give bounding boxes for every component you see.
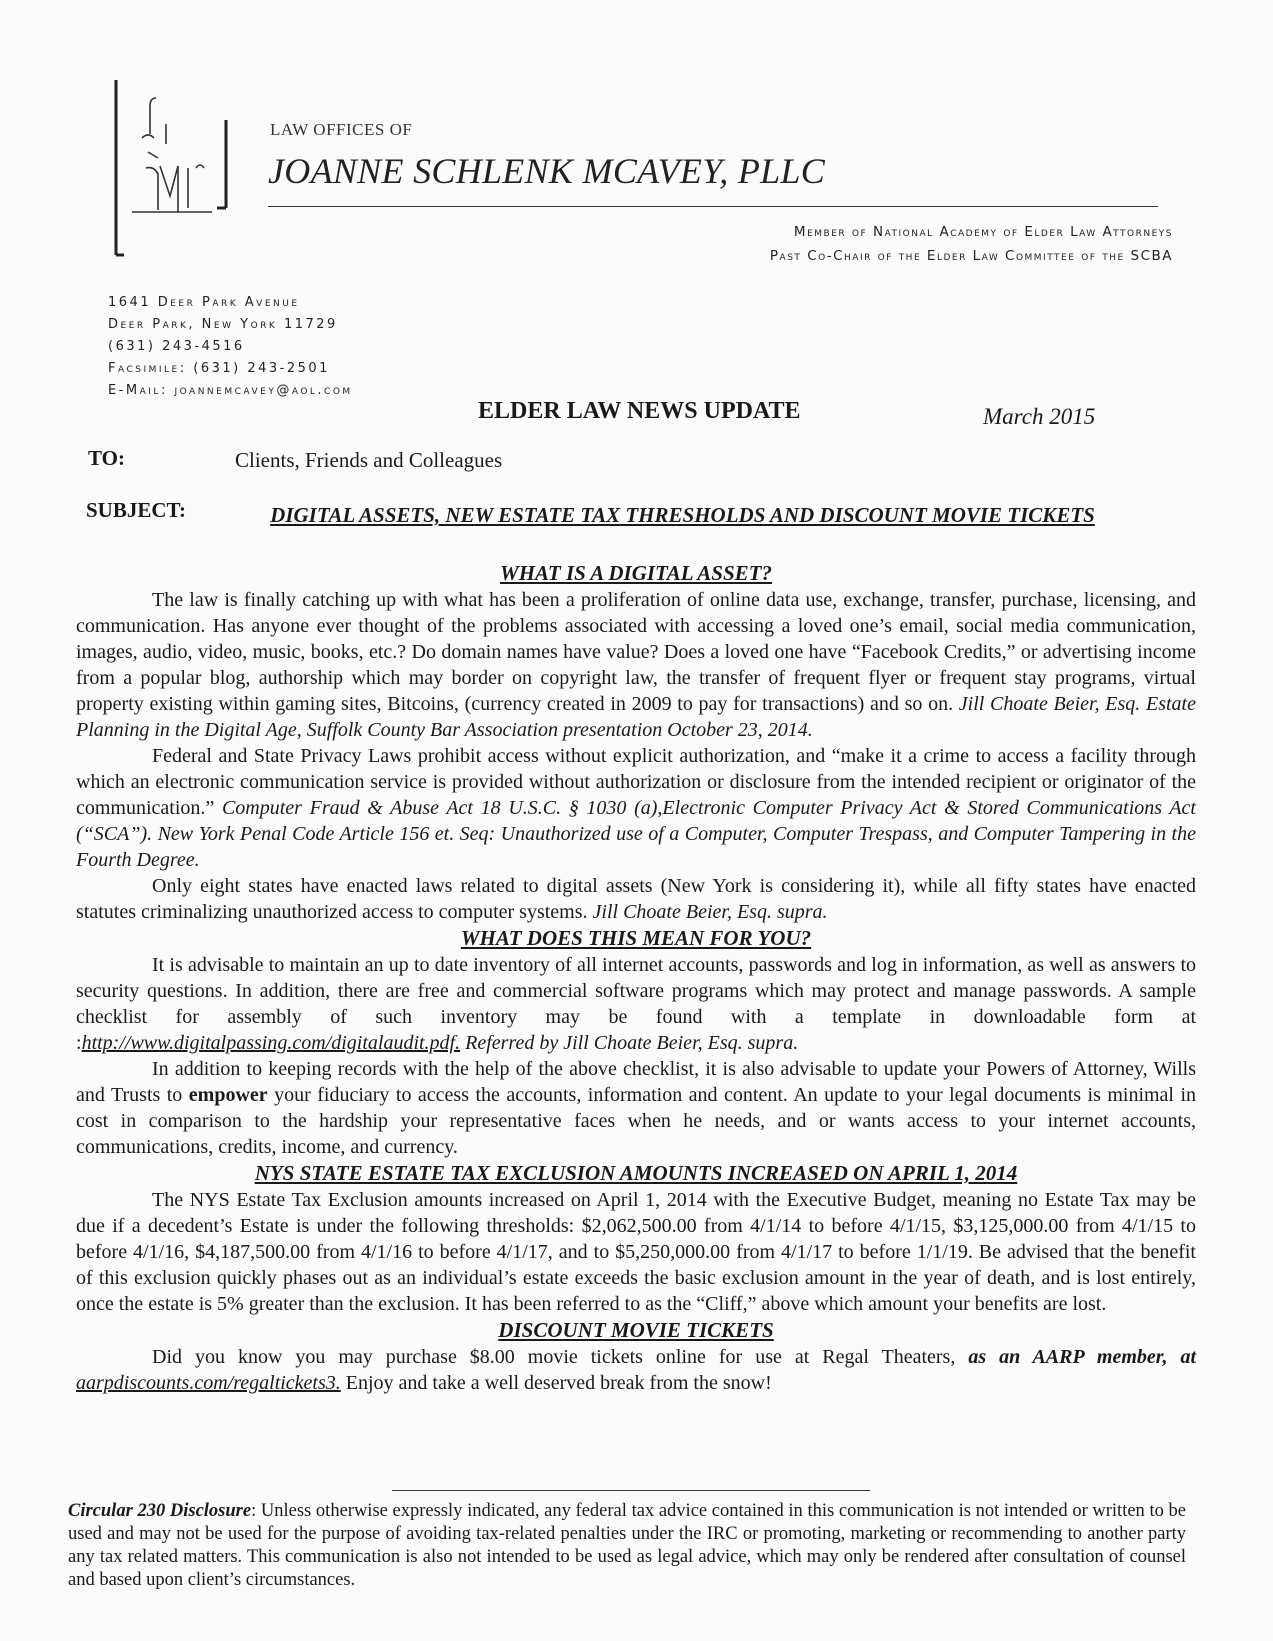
citation: Referred by Jill Choate Beier, Esq. supra.	[465, 1032, 799, 1054]
address-street: 1641 Deer Park Avenue	[108, 295, 300, 310]
newsletter-body	[76, 560, 1196, 1396]
fax-number: Facsimile: (631) 243-2501	[108, 361, 330, 376]
disclosure-text: : Unless otherwise expressly indicated, any federal tax advice contained in this communication is not intended or written to be used and may not be used for the purpose of avoiding tax-related penalties under the IRC or promoting, marketing or recommending to another party any tax related matters. This communication is also not intended to be used as legal advice, which may only be rendered after consultation of counsel and based upon client’s circumstances.	[68, 1501, 1186, 1590]
to-label: TO:	[88, 446, 125, 470]
paragraph-state-laws: Only eight states have enacted laws related to digital assets (New York is considering it), while all fifty states have enacted statutes criminalizing unauthorized access to computer systems. Jill Choate Beier, Esq. supra.	[76, 875, 1196, 923]
circular-230-disclosure	[68, 1500, 1186, 1592]
address-city: Deer Park, New York 11729	[108, 317, 338, 332]
phone-number: (631) 243-4516	[108, 339, 245, 354]
firm-logo	[112, 80, 242, 260]
paragraph-privacy-laws: Federal and State Privacy Laws prohibit access without explicit authorization, and “make it a crime to access a facility through which an electronic communication service is provided without authorization or disclosure from the intended recipient or originator of the communication.” Computer Fraud & Abuse Act 18 U.S.C. § 1030 (a),Electronic Computer Privacy Act & Stored Communications Act (“SCA”). New York Penal Code Article 156 et. Seq: Unauthorized use of a Computer, Computer Trespass, and Computer Tampering in the Fourth Degree.	[76, 745, 1196, 871]
checklist-link[interactable]: http://www.digitalpassing.com/digitalaudit.pdf.	[81, 1032, 461, 1054]
newsletter-title: ELDER LAW NEWS UPDATE	[478, 398, 801, 424]
affiliation-scba: Past Co-Chair of the Elder Law Committee of the SCBA	[769, 248, 1173, 264]
contact-block	[108, 292, 353, 402]
subject-line: DIGITAL ASSETS, NEW ESTATE TAX THRESHOLDS AND DISCOUNT MOVIE TICKETS	[270, 503, 1095, 527]
affiliations	[770, 220, 1173, 268]
law-offices-label: LAW OFFICES OF	[270, 120, 413, 139]
aarp-note: as an AARP member, at	[968, 1346, 1197, 1368]
letterhead-rule	[268, 206, 1158, 207]
newsletter-date: March 2015	[983, 404, 1096, 429]
to-recipients: Clients, Friends and Colleagues	[235, 448, 503, 472]
affiliation-naela: Member of National Academy of Elder Law Attorneys	[793, 224, 1173, 240]
firm-name: JOANNE SCHLENK MCAVEY, PLLC	[268, 151, 826, 191]
paragraph-update-documents: In addition to keeping records with the help of the above checklist, it is also advisable to update your Powers of Attorney, Wills and Trusts to empower your fiduciary to access the accounts, information and content. An update to your legal documents is minimal in cost in comparison to the hardship your representative faces when he needs, and or wants access to your internet accounts, communications, credits, income, and currency.	[76, 1058, 1197, 1158]
heading-estate-tax: NYS STATE ESTATE TAX EXCLUSION AMOUNTS INCREASED ON APRIL 1, 2014	[254, 1161, 1018, 1185]
heading-movie-tickets: DISCOUNT MOVIE TICKETS	[498, 1318, 774, 1342]
paragraph-inventory: It is advisable to maintain an up to date inventory of all internet accounts, passwords and log in information, as well as answers to security questions. In addition, there are free and commercial software programs which may protect and manage passwords. A sample checklist for assembly of such inventory may be found with a template in downloadable form at :http://www.digitalpassing.com/digitalaudit.pdf. Referred by Jill Choate Beier, Esq. supra.	[76, 954, 1196, 1054]
citation: Jill Choate Beier, Esq. Estate Planning in the Digital Age, Suffolk County Bar Association presentation October 23, 2014.	[76, 693, 1196, 741]
email-address: E-Mail: joannemcavey@aol.com	[108, 383, 353, 398]
aarp-link[interactable]: aarpdiscounts.com/regaltickets3.	[76, 1372, 341, 1394]
heading-digital-asset: WHAT IS A DIGITAL ASSET?	[500, 561, 772, 585]
emphasis-empower: empower	[188, 1084, 268, 1106]
paragraph-movie-tickets: Did you know you may purchase $8.00 movie tickets online for use at Regal Theaters, as an AARP member, at aarpdiscounts.com/regaltickets3. Enjoy and take a well deserved break from the snow!	[76, 1346, 1197, 1394]
citation: Jill Choate Beier, Esq. supra.	[592, 901, 828, 923]
paragraph-estate-tax: The NYS Estate Tax Exclusion amounts increased on April 1, 2014 with the Executive Budget, meaning no Estate Tax may be due if a decedent’s Estate is under the following thresholds: $2,062,500.00 from 4/1/14 to before 4/1/15, $3,125,000.00 from 4/1/15 to before 4/1/16, $4,187,500.00 from 4/1/16 to before 4/1/17, and to $5,250,000.00 from 4/1/17 to before 1/1/19. Be advised that the benefit of this exclusion quickly phases out as an individual’s estate exceeds the basic exclusion amount in the year of death, and is lost entirely, once the estate is 5% greater than the exclusion. It has been referred to as the “Cliff,” above which amount your benefits are lost.	[76, 1189, 1196, 1315]
paragraph-digital-asset-intro: The law is finally catching up with what has been a proliferation of online data use, exchange, transfer, purchase, licensing, and communication. Has anyone ever thought of the problems associated with accessing a loved one’s email, social media communication, images, audio, video, music, books, etc.? Do domain names have value? Does a loved one have “Facebook Credits,” or advertising income from a popular blog, authorship which may border on copyright law, the transfer of frequent flyer or frequent stay programs, virtual property existing within gaming sites, Bitcoins, (currency created in 2009 to pay for transactions) and so on. Jill Choate Beier, Esq. Estate Planning in the Digital Age, Suffolk County Bar Association presentation October 23, 2014.	[76, 589, 1196, 741]
disclosure-rule	[392, 1490, 870, 1491]
heading-what-it-means: WHAT DOES THIS MEAN FOR YOU?	[460, 926, 812, 950]
subject-label: SUBJECT:	[86, 498, 186, 522]
disclosure-label: Circular 230 Disclosure	[68, 1501, 252, 1521]
citation: Computer Fraud & Abuse Act 18 U.S.C. § 1030 (a),Electronic Computer Privacy Act & Stored Communications Act (“SCA”). New York Penal Code Article 156 et. Seq: Unauthorized use of a Computer, Computer Trespass, and Computer Tampering in the Fourth Degree.	[76, 797, 1196, 871]
